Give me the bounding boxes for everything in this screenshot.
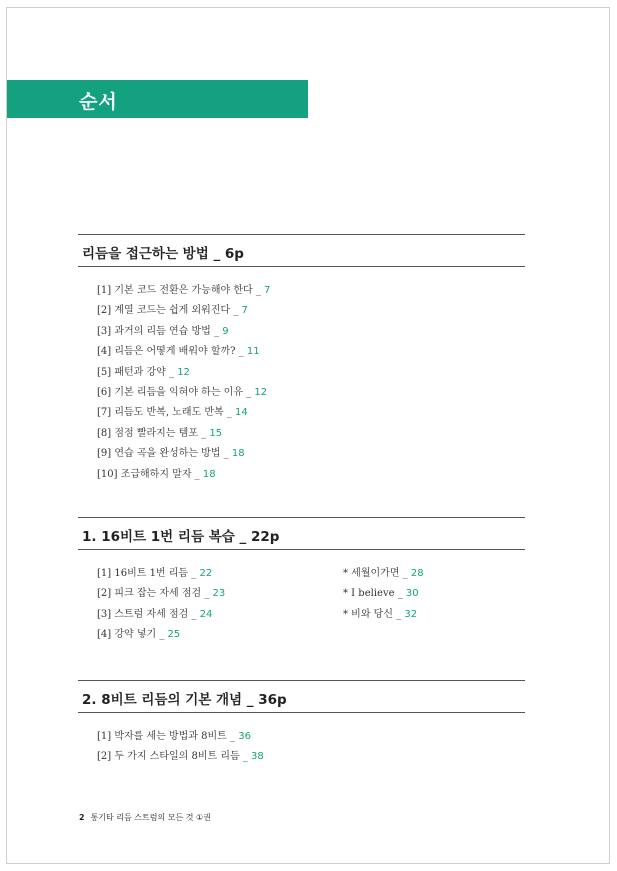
toc-item-page: 18	[231, 448, 245, 460]
toc-item-page: 24	[199, 608, 213, 620]
section-items	[97, 281, 525, 485]
toc-item-text: [2] 계열 코드는 쉽게 외워진다 _	[97, 305, 242, 317]
toc-item[interactable]	[97, 322, 525, 342]
toc-section	[78, 234, 525, 485]
song-item[interactable]	[343, 584, 424, 604]
section-heading-text: 1. 16비트 1번 리듬 복습 _ 22p	[82, 529, 280, 545]
toc-item-text: [1] 기본 코드 전환은 가능해야 한다 _	[97, 285, 264, 296]
toc-item[interactable]	[97, 403, 525, 423]
toc-section	[78, 517, 525, 654]
book-title: 통기타 리듬 스트럼의 모든 것 ①권	[90, 813, 211, 822]
toc-item-text: [2] 피크 잡는 자세 점검 _	[97, 588, 213, 600]
title-bar	[7, 80, 308, 118]
toc-item[interactable]	[97, 465, 525, 485]
section-heading	[78, 517, 525, 550]
toc-item[interactable]	[97, 605, 225, 625]
section-heading	[78, 234, 525, 267]
toc-item-page: 36	[238, 731, 251, 742]
song-item-page: 32	[404, 608, 418, 620]
toc-item-page: 9	[222, 325, 229, 337]
toc-item[interactable]	[97, 342, 525, 362]
toc-item[interactable]	[97, 281, 525, 301]
toc-item-text: [2] 두 가지 스타일의 8비트 리듬 _	[97, 751, 252, 763]
toc-item-page: 22	[199, 568, 213, 579]
toc-item[interactable]	[97, 584, 225, 604]
section-heading	[78, 680, 525, 713]
song-item-page: 30	[405, 588, 419, 600]
toc-item-text: [1] 박자를 세는 방법과 8비트 _	[97, 731, 239, 742]
toc-item-text: [5] 패턴과 강약 _	[97, 366, 178, 378]
page-number: 2	[79, 813, 85, 822]
page-footer	[79, 812, 211, 823]
toc-item-page: 7	[241, 305, 248, 317]
toc-item[interactable]	[97, 383, 525, 403]
toc-item-text: [3] 스트럼 자세 점검 _	[97, 608, 200, 620]
toc-item-page: 12	[177, 366, 190, 378]
song-item-page: 28	[410, 568, 424, 579]
toc-item-text: [10] 조급해하지 말자 _	[97, 468, 203, 480]
section-heading-text: 리듬을 접근하는 방법 _ 6p	[82, 246, 244, 262]
toc-item-text: [4] 리듬은 어떻게 배워야 할까? _	[97, 346, 247, 358]
toc-section	[78, 680, 525, 768]
page-title: 순서	[79, 91, 118, 113]
toc-item-page: 12	[254, 386, 268, 398]
toc-item[interactable]	[97, 564, 225, 584]
toc-item-page: 18	[202, 468, 216, 480]
toc-item-text: [6] 기본 리듬을 익혀야 하는 이유 _	[97, 386, 255, 398]
toc-item[interactable]	[97, 424, 525, 444]
toc-item-text: [9] 연습 곡을 완성하는 방법 _	[97, 448, 232, 460]
section-items	[78, 564, 525, 654]
toc-item-page: 38	[251, 751, 264, 763]
toc-item-text: [8] 점점 빨라지는 템포 _	[97, 427, 210, 439]
toc-item-page: 15	[209, 427, 223, 439]
toc-item[interactable]	[97, 625, 225, 645]
toc-item-text: [4] 강약 넣기 _	[97, 629, 168, 641]
toc-item[interactable]	[97, 444, 525, 464]
toc-item-page: 11	[246, 346, 260, 358]
toc-item-text: [7] 리듬도 반복, 노래도 반복 _	[97, 407, 236, 419]
toc-item[interactable]	[97, 727, 525, 747]
song-item-text: * 비와 당신 _	[343, 608, 405, 620]
toc-item-page: 25	[167, 629, 181, 641]
toc-item-page: 7	[264, 285, 271, 296]
toc-item[interactable]	[97, 363, 525, 383]
toc-item-page: 14	[235, 407, 248, 419]
toc-item-text: [3] 과거의 리듬 연습 방법 _	[97, 325, 223, 337]
section-heading-text: 2. 8비트 리듬의 기본 개념 _ 36p	[82, 692, 287, 708]
toc-item-text: [1] 16비트 1번 리듬 _	[97, 568, 200, 579]
song-item[interactable]	[343, 564, 424, 584]
section-items	[97, 727, 525, 768]
toc-item-page: 23	[212, 588, 226, 600]
song-item-text: * 세월이가면 _	[343, 568, 411, 579]
toc-item[interactable]	[97, 301, 525, 321]
toc-item[interactable]	[97, 747, 525, 767]
song-item[interactable]	[343, 605, 424, 625]
song-item-text: * I believe _	[343, 588, 406, 600]
